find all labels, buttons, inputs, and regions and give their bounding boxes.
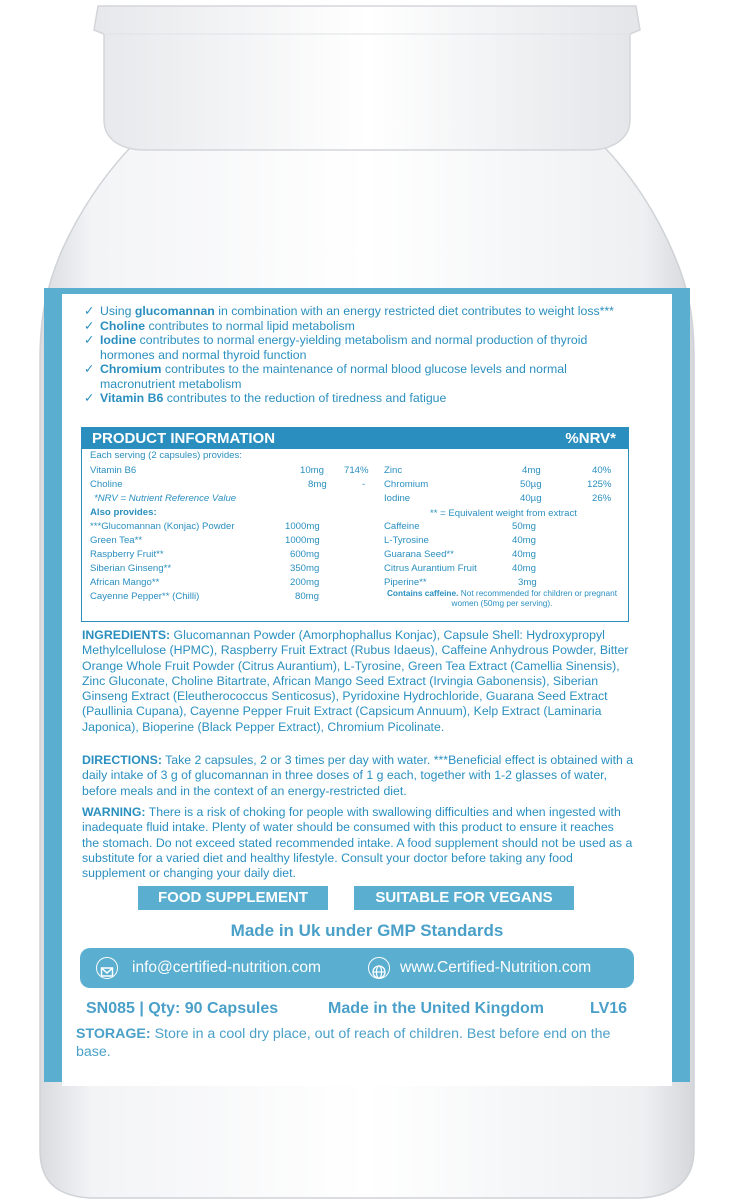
nutrient-amount: 10mg bbox=[300, 465, 324, 476]
ingredient-amount: 40mg bbox=[512, 549, 536, 560]
ingredients-section: INGREDIENTS: Glucomannan Powder (Amorphophallus Konjac), Capsule Shell: Hydroxypropyl Methylcellulose (HPMC), Raspberry Fruit Extract (Rubus Idaeus), Caffeine Anhydrous Powder, Bitter Orange Whole Fruit Powder (Citrus Aurantium), L-Tyrosine, Green Tea Extract (Camellia Sinensis), Zinc Gluconate, Choline Bitartrate, African Mango Seed Extract (Irvingia Gabonensis), Siberian Ginseng Extract (Eleutherococcus Senticosus), Pyridoxine Hydrochloride, Guarana Seed Extract (Paullinia Cupana), Cayenne Pepper Fruit Extract (Capsicum Annuum), Kelp Extract (Laminaria Japonica), Bioperine (Black Pepper Extract), Chromium Picolinate. bbox=[82, 628, 629, 734]
nutrient-amount: 50µg bbox=[520, 479, 542, 490]
contact-bar bbox=[80, 948, 634, 988]
ingredient-amount: 50mg bbox=[512, 521, 536, 532]
nutrient-nrv: 714% bbox=[344, 465, 369, 476]
bottle-cap bbox=[94, 6, 640, 150]
benefits-list bbox=[84, 304, 644, 406]
storage-section: STORAGE: Store in a cool dry place, out of reach of children. Best before end on the base. bbox=[76, 1026, 611, 1060]
gmp-statement: Made in Uk under GMP Standards bbox=[230, 921, 504, 940]
ingredient-name: ***Glucomannan (Konjac) Powder bbox=[90, 521, 235, 532]
lot-code: LV16 bbox=[590, 1000, 628, 1017]
also-provides-label: Also provides: bbox=[90, 507, 157, 518]
benefit-item: ✓ Using glucomannan in combination with an energy restricted diet contributes to weight loss*** bbox=[84, 304, 614, 318]
check-icon: ✓ bbox=[84, 333, 95, 347]
nutrient-nrv: 40% bbox=[592, 465, 612, 476]
ingredient-amount: 200mg bbox=[290, 577, 320, 588]
ingredient-amount: 600mg bbox=[290, 549, 320, 560]
warning-section: WARNING: There is a risk of choking for people with swallowing difficulties and when ingested with inadequate fluid intake. Plenty of water should be consumed with this product to ensure it reaches the stomach. Do not exceed stated recommended intake. A food supplement should not be used as a substitute for a varied diet and healthy lifestyle. Consult your doctor before taking any food supplement or changing your daily diet. bbox=[82, 805, 633, 881]
food-supplement-badge: FOOD SUPPLEMENT bbox=[138, 886, 328, 910]
ingredient-amount: 40mg bbox=[512, 563, 536, 574]
nutrient-nrv: - bbox=[362, 479, 366, 490]
ingredient-name: Cayenne Pepper** (Chilli) bbox=[90, 591, 200, 602]
website-url[interactable]: www.Certified-Nutrition.com bbox=[400, 959, 592, 976]
check-icon: ✓ bbox=[84, 391, 95, 405]
nutrient-nrv: 26% bbox=[592, 493, 612, 504]
ingredient-name: Caffeine bbox=[384, 521, 420, 532]
ingredient-name: Piperine** bbox=[384, 577, 427, 588]
product-information-title: PRODUCT INFORMATION bbox=[92, 430, 276, 447]
ingredient-amount: 80mg bbox=[295, 591, 319, 602]
check-icon: ✓ bbox=[84, 318, 95, 333]
ingredient-name: Citrus Aurantium Fruit bbox=[384, 563, 477, 574]
serving-text: Each serving (2 capsules) provides: bbox=[90, 450, 242, 461]
ingredient-amount: 1000mg bbox=[285, 521, 320, 532]
ingredient-amount: 350mg bbox=[290, 563, 320, 574]
nutrient-nrv: 125% bbox=[587, 479, 612, 490]
nutrient-amount: 40µg bbox=[520, 493, 542, 504]
nutrient-name: Vitamin B6 bbox=[90, 465, 137, 476]
nrv-header: %NRV* bbox=[565, 430, 616, 447]
ingredient-name: African Mango** bbox=[90, 577, 160, 588]
nutrient-name: Chromium bbox=[384, 479, 429, 490]
label-panel bbox=[62, 294, 672, 1086]
equivalent-note: ** = Equivalent weight from extract bbox=[430, 508, 577, 519]
ingredient-amount: 3mg bbox=[518, 577, 537, 588]
ingredient-name: Green Tea** bbox=[90, 535, 143, 546]
benefit-item: ✓ Iodine contributes to normal energy-yielding metabolism and normal production of thyroid hormones and normal thyroid function bbox=[84, 333, 588, 362]
ingredient-name: Guarana Seed** bbox=[384, 549, 454, 560]
caffeine-warning: Contains caffeine. Not recommended for children or pregnant women (50mg per serving). bbox=[386, 588, 618, 608]
product-information-header bbox=[82, 428, 628, 449]
nutrient-name: Iodine bbox=[384, 493, 411, 504]
check-icon: ✓ bbox=[84, 362, 95, 376]
ingredient-amount: 40mg bbox=[512, 535, 536, 546]
nutrient-amount: 4mg bbox=[522, 465, 541, 476]
nutrient-name: Choline bbox=[90, 479, 123, 490]
directions-section: DIRECTIONS: Take 2 capsules, 2 or 3 times per day with water. ***Beneficial effect is obtained with a daily intake of 3 g of glucomannan in three doses of 1 g each, together with 1-2 glasses of water, before meals and in the context of an energy-restricted diet. bbox=[82, 753, 634, 798]
vegan-badge: SUITABLE FOR VEGANS bbox=[354, 886, 574, 910]
nrv-note: *NRV = Nutrient Reference Value bbox=[94, 493, 237, 504]
email-icon bbox=[96, 957, 118, 979]
ingredient-amount: 1000mg bbox=[285, 535, 320, 546]
benefit-item: ✓ Vitamin B6 contributes to the reduction of tiredness and fatigue bbox=[84, 391, 447, 405]
product-code: SN085 | Qty: 90 Capsules bbox=[86, 1000, 279, 1017]
made-in-uk: Made in the United Kingdom bbox=[328, 1000, 544, 1017]
email-address[interactable]: info@certified-nutrition.com bbox=[132, 959, 321, 976]
check-icon: ✓ bbox=[84, 304, 95, 318]
nutrient-name: Zinc bbox=[384, 465, 403, 476]
ingredient-name: Raspberry Fruit** bbox=[90, 549, 164, 560]
ingredient-name: Siberian Ginseng** bbox=[90, 563, 172, 574]
globe-icon bbox=[368, 957, 390, 979]
ingredient-name: L-Tyrosine bbox=[384, 535, 429, 546]
benefit-item: ✓ Chromium contributes to the maintenance of normal blood glucose levels and normal macronutrient metabolism bbox=[84, 362, 567, 391]
product-information-table bbox=[81, 427, 629, 622]
nutrient-amount: 8mg bbox=[308, 479, 327, 490]
benefit-item: ✓ Choline contributes to normal lipid metabolism bbox=[84, 318, 355, 333]
